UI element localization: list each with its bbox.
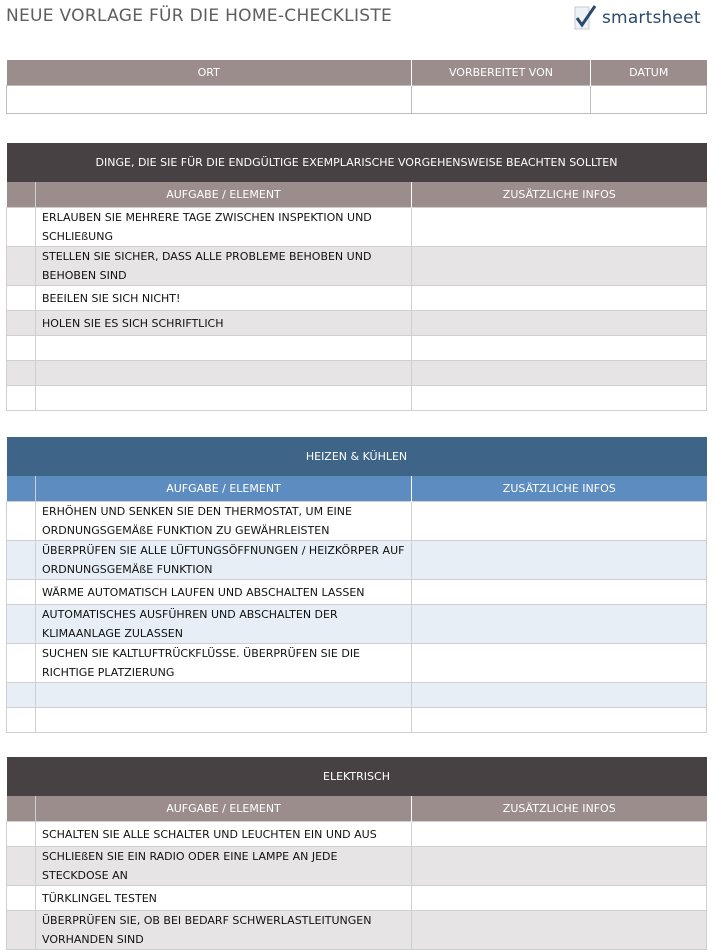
task-cell: ERHÖHEN UND SENKEN SIE DEN THERMOSTAT, UM EINE ORDNUNGSGEMÄßE FUNKTION ZU GEWÄHRLEISTEN (36, 502, 412, 541)
info-cell[interactable] (412, 683, 707, 708)
page-title: NEUE VORLAGE FÜR DIE HOME-CHECKLISTE (6, 6, 393, 26)
info-cell[interactable] (412, 502, 707, 541)
info-cell[interactable] (412, 708, 707, 733)
vorbereitet-field[interactable] (412, 86, 591, 114)
task-cell: ÜBERPRÜFEN SIE ALLE LÜFTUNGSÖFFNUNGEN / HEIZKÖRPER AUF ORDNUNGSGEMÄßE FUNKTION (36, 541, 412, 580)
info-cell[interactable] (412, 911, 707, 950)
datum-field[interactable] (591, 86, 707, 114)
header-ort: ORT (7, 60, 412, 86)
section-electrical (6, 757, 707, 950)
task-cell: STELLEN SIE SICHER, DASS ALLE PROBLEME BEHOBEN UND BEHOBEN SIND (36, 247, 412, 286)
checkbox-cell[interactable] (7, 311, 36, 336)
info-cell[interactable] (412, 286, 707, 311)
info-col-header: ZUSÄTZLICHE INFOS (412, 796, 707, 822)
task-col-header: AUFGABE / ELEMENT (36, 476, 412, 502)
info-cell[interactable] (412, 580, 707, 605)
checkbox-cell[interactable] (7, 847, 36, 886)
checkbox-cell[interactable] (7, 911, 36, 950)
section-title: ELEKTRISCH (7, 757, 707, 796)
info-cell[interactable] (412, 605, 707, 644)
task-cell: WÄRME AUTOMATISCH LAUFEN UND ABSCHALTEN LASSEN (36, 580, 412, 605)
task-cell: HOLEN SIE ES SICH SCHRIFTLICH (36, 311, 412, 336)
task-cell (36, 361, 412, 386)
task-cell: SUCHEN SIE KALTLUFTRÜCKFLÜSSE. ÜBERPRÜFEN SIE DIE RICHTIGE PLATZIERUNG (36, 644, 412, 683)
checkbox-cell[interactable] (7, 502, 36, 541)
smartsheet-logo (572, 2, 701, 34)
task-cell (36, 386, 412, 411)
checkbox-cell[interactable] (7, 208, 36, 247)
info-cell[interactable] (412, 386, 707, 411)
checkbox-cell[interactable] (7, 683, 36, 708)
checkbox-col-header (7, 796, 36, 822)
task-cell (36, 683, 412, 708)
checkbox-cell[interactable] (7, 386, 36, 411)
info-table (6, 60, 707, 114)
checkbox-cell[interactable] (7, 886, 36, 911)
task-col-header: AUFGABE / ELEMENT (36, 182, 412, 208)
task-col-header: AUFGABE / ELEMENT (36, 796, 412, 822)
info-cell[interactable] (412, 644, 707, 683)
info-cell[interactable] (412, 336, 707, 361)
info-col-header: ZUSÄTZLICHE INFOS (412, 476, 707, 502)
logo-text: smartsheet (602, 8, 701, 28)
task-cell: ÜBERPRÜFEN SIE, OB BEI BEDARF SCHWERLASTLEITUNGEN VORHANDEN SIND (36, 911, 412, 950)
section-final-walkthrough (6, 143, 707, 411)
checkbox-cell[interactable] (7, 708, 36, 733)
checkbox-cell[interactable] (7, 580, 36, 605)
info-cell[interactable] (412, 541, 707, 580)
task-cell: SCHALTEN SIE ALLE SCHALTER UND LEUCHTEN EIN UND AUS (36, 822, 412, 847)
section-title: HEIZEN & KÜHLEN (7, 437, 707, 476)
task-cell: ERLAUBEN SIE MEHRERE TAGE ZWISCHEN INSPEKTION UND SCHLIEßUNG (36, 208, 412, 247)
task-cell: SCHLIEßEN SIE EIN RADIO ODER EINE LAMPE AN JEDE STECKDOSE AN (36, 847, 412, 886)
info-cell[interactable] (412, 311, 707, 336)
task-cell: BEEILEN SIE SICH NICHT! (36, 286, 412, 311)
checkbox-cell[interactable] (7, 286, 36, 311)
task-cell: AUTOMATISCHES AUSFÜHREN UND ABSCHALTEN DER KLIMAANLAGE ZULASSEN (36, 605, 412, 644)
task-cell (36, 336, 412, 361)
info-col-header: ZUSÄTZLICHE INFOS (412, 182, 707, 208)
checkbox-cell[interactable] (7, 605, 36, 644)
checkbox-col-header (7, 476, 36, 502)
checkbox-cell[interactable] (7, 336, 36, 361)
ort-field[interactable] (7, 86, 412, 114)
task-cell (36, 708, 412, 733)
info-cell[interactable] (412, 361, 707, 386)
info-cell[interactable] (412, 208, 707, 247)
checkbox-cell[interactable] (7, 361, 36, 386)
checkbox-cell[interactable] (7, 247, 36, 286)
section-title: DINGE, DIE SIE FÜR DIE ENDGÜLTIGE EXEMPLARISCHE VORGEHENSWEISE BEACHTEN SOLLTEN (7, 143, 707, 182)
section-heating-cooling (6, 437, 707, 733)
checkbox-cell[interactable] (7, 822, 36, 847)
info-cell[interactable] (412, 247, 707, 286)
info-cell[interactable] (412, 847, 707, 886)
info-cell[interactable] (412, 822, 707, 847)
checkbox-cell[interactable] (7, 541, 36, 580)
checkbox-col-header (7, 182, 36, 208)
checkbox-cell[interactable] (7, 644, 36, 683)
header-datum: DATUM (591, 60, 707, 86)
task-cell: TÜRKLINGEL TESTEN (36, 886, 412, 911)
header-vorbereitet: VORBEREITET VON (412, 60, 591, 86)
info-cell[interactable] (412, 886, 707, 911)
checkmark-logo-icon (572, 4, 598, 32)
